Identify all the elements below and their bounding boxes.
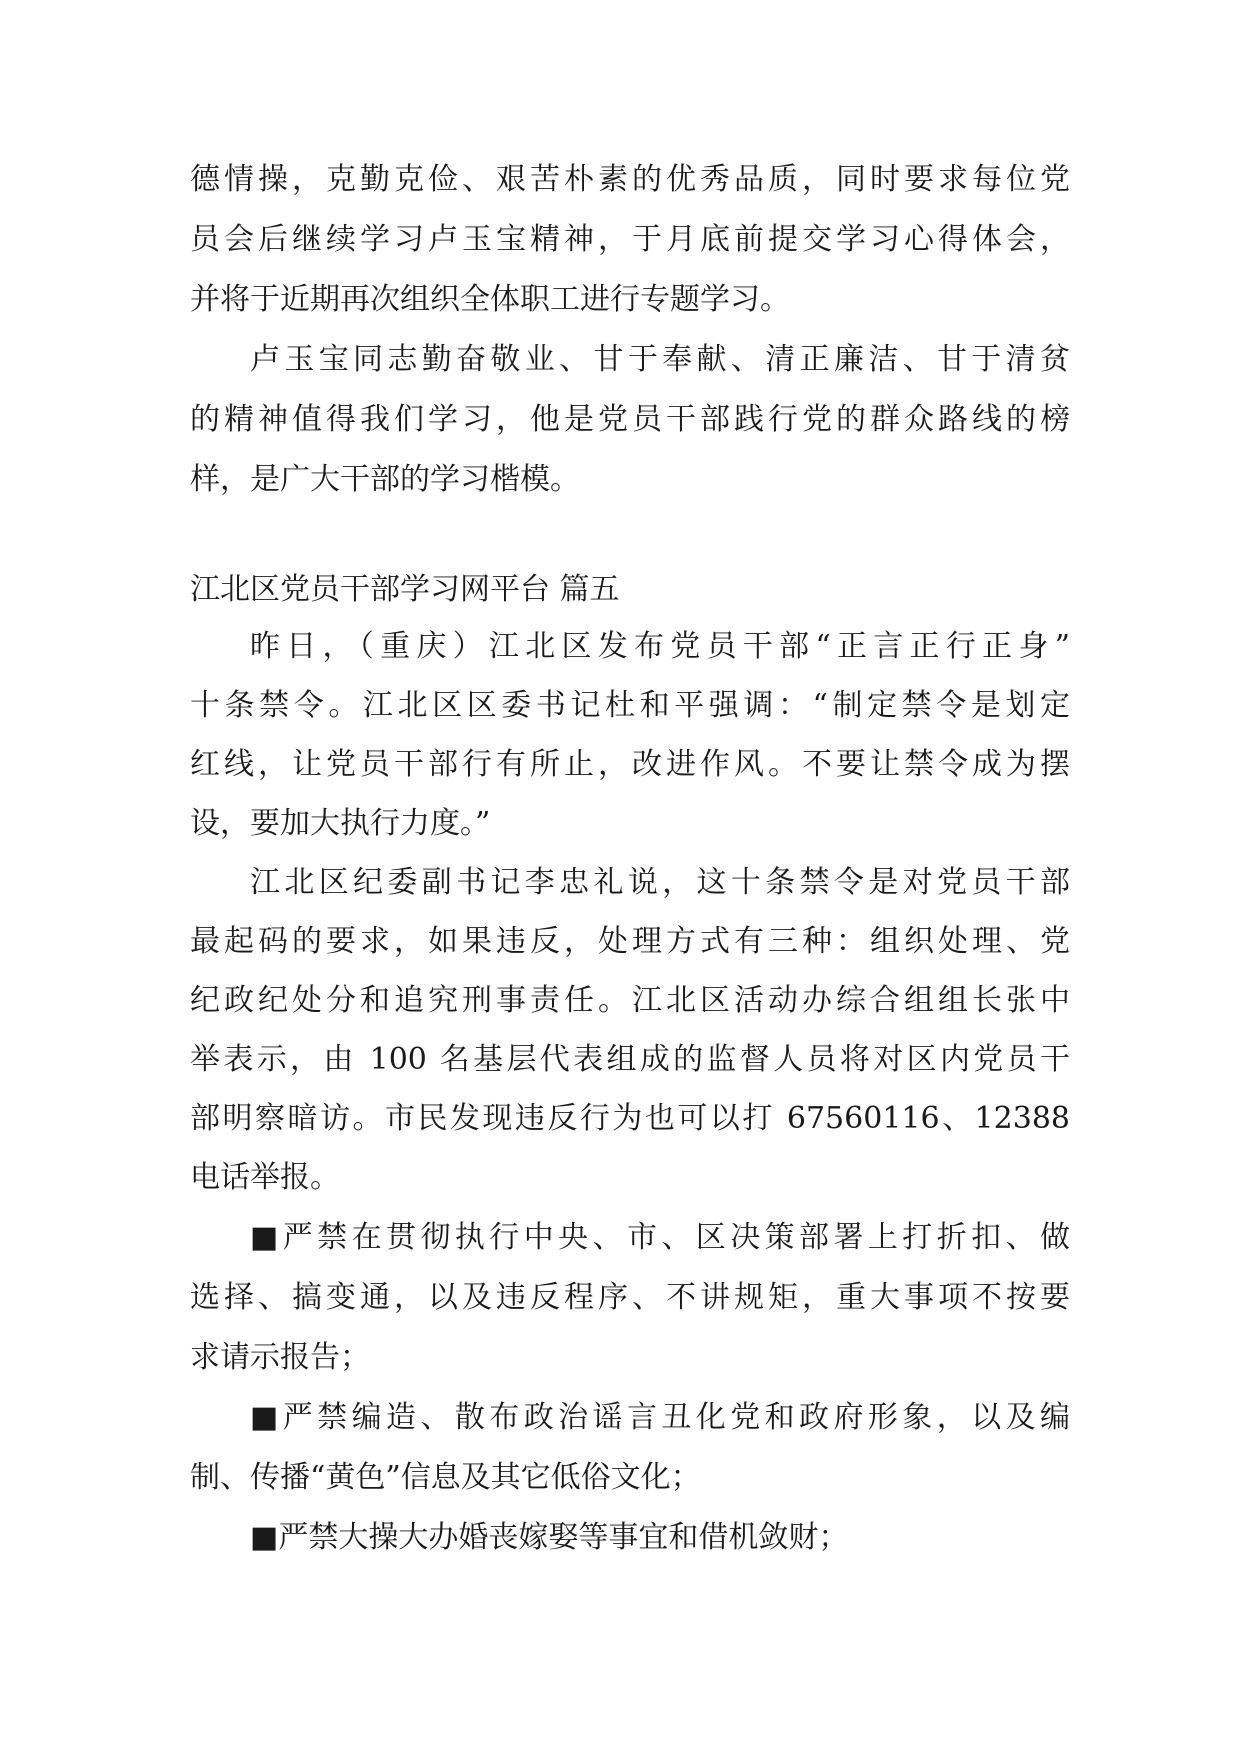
paragraph-line: 制、传播“黄色”信息及其它低俗文化； xyxy=(190,1460,701,1495)
paragraph-line: ■严禁编造、散布政治谣言丑化党和政府形象，以及编 xyxy=(250,1400,1070,1435)
paragraph-line: 电话举报。 xyxy=(190,1160,340,1195)
paragraph-line: 卢玉宝同志勤奋敬业、甘于奉献、清正廉洁、甘于清贫 xyxy=(250,342,1070,377)
paragraph-line: 求请示报告； xyxy=(190,1340,370,1375)
paragraph-line: ■严禁在贯彻执行中央、市、区决策部署上打折扣、做 xyxy=(250,1220,1070,1255)
paragraph-line: 十条禁令。江北区区委书记杜和平强调：“制定禁令是划定 xyxy=(190,688,1070,723)
paragraph-line: 纪政纪处分和追究刑事责任。江北区活动办综合组组长张中 xyxy=(190,983,1070,1018)
paragraph-line: 部明察暗访。市民发现违反行为也可以打 67560116、12388 xyxy=(190,1101,1070,1136)
paragraph-line: 德情操，克勤克俭、艰苦朴素的优秀品质，同时要求每位党 xyxy=(190,162,1070,197)
paragraph-line: 设，要加大执行力度。” xyxy=(190,806,491,841)
paragraph-line: 江北区纪委副书记李忠礼说，这十条禁令是对党员干部 xyxy=(250,865,1070,900)
paragraph-line: 选择、搞变通，以及违反程序、不讲规矩，重大事项不按要 xyxy=(190,1280,1070,1315)
section-heading: 江北区党员干部学习网平台 篇五 xyxy=(190,572,620,607)
paragraph-line: 样，是广大干部的学习楷模。 xyxy=(190,462,580,497)
paragraph-line: 员会后继续学习卢玉宝精神，于月底前提交学习心得体会， xyxy=(190,222,1070,257)
paragraph-line: ■严禁大操大办婚丧嫁娶等事宜和借机敛财； xyxy=(250,1520,849,1555)
paragraph-line: 红线，让党员干部行有所止，改进作风。不要让禁令成为摆 xyxy=(190,747,1070,782)
paragraph-line: 最起码的要求，如果违反，处理方式有三种：组织处理、党 xyxy=(190,924,1070,959)
paragraph-line: 昨日，（重庆）江北区发布党员干部“正言正行正身” xyxy=(250,629,1070,664)
paragraph-line: 并将于近期再次组织全体职工进行专题学习。 xyxy=(190,282,790,317)
paragraph-line: 举表示，由 100 名基层代表组成的监督人员将对区内党员干 xyxy=(190,1042,1070,1077)
paragraph-line: 的精神值得我们学习，他是党员干部践行党的群众路线的榜 xyxy=(190,402,1070,437)
